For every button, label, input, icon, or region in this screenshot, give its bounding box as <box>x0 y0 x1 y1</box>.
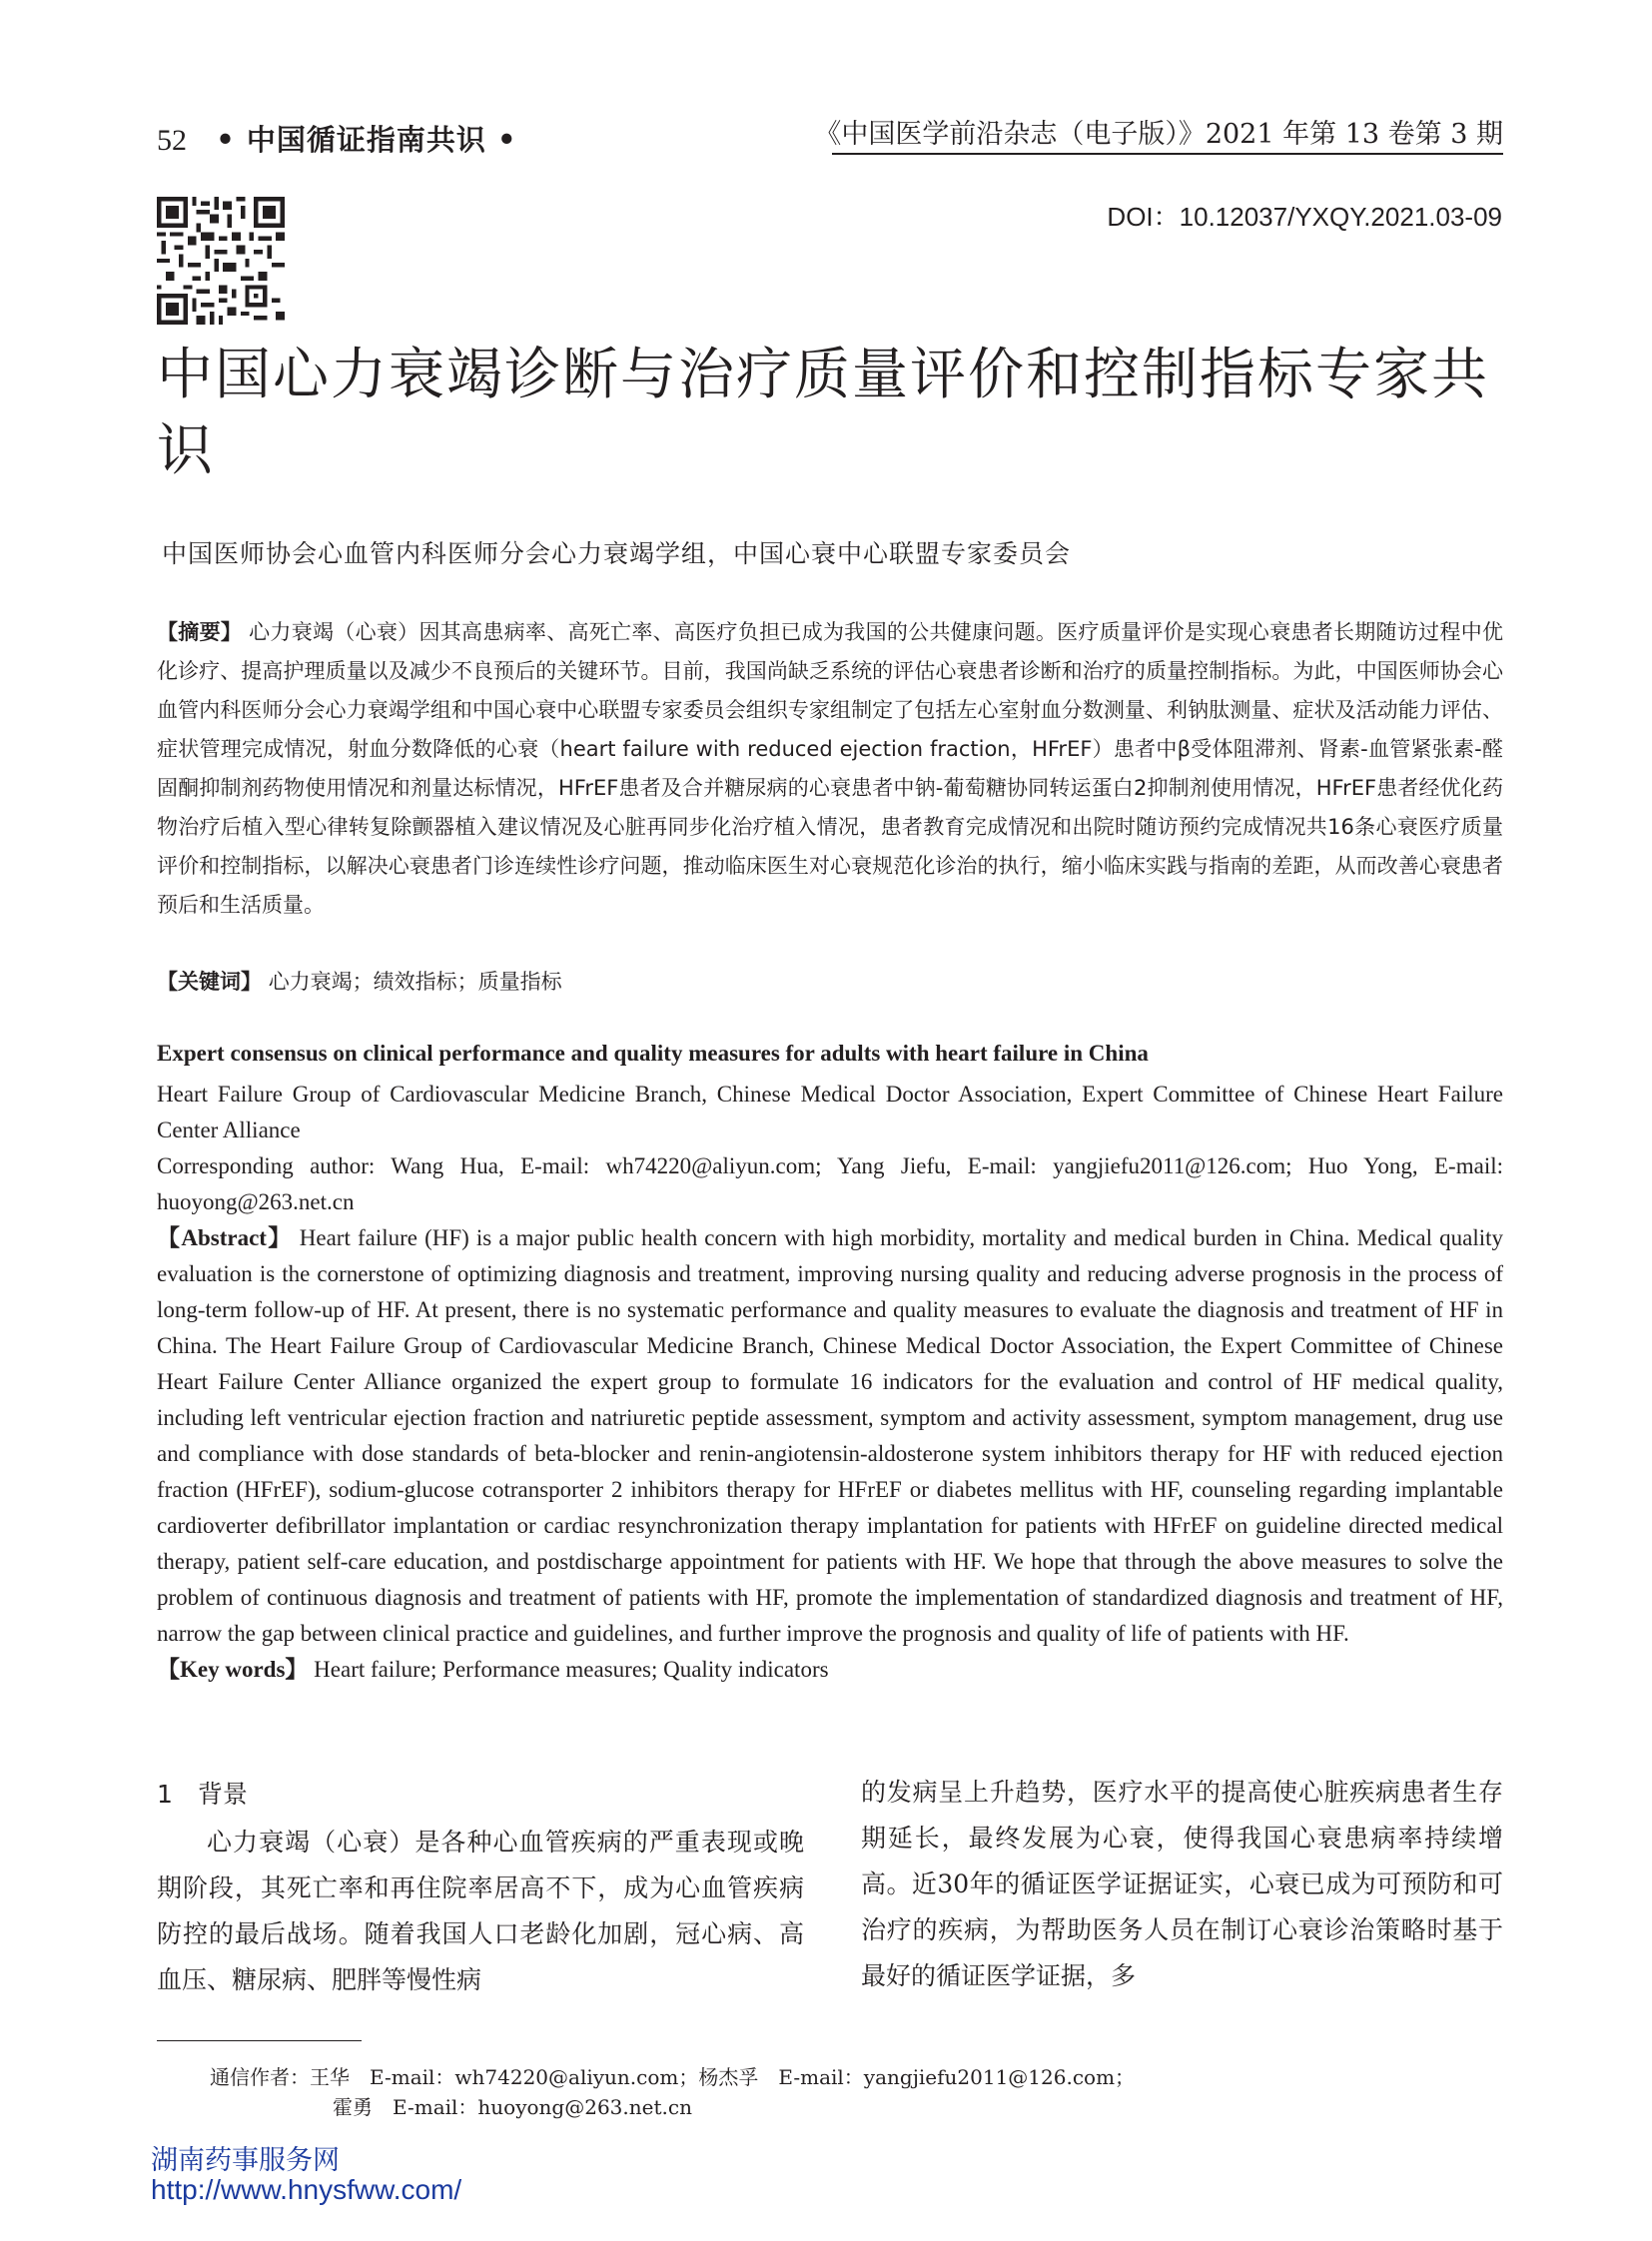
keywords-label: 【关键词】 <box>157 970 262 994</box>
english-title: Expert consensus on clinical performance and quality measures for adults with heart failure in China <box>157 1041 1149 1066</box>
qr-code-icon <box>157 197 285 325</box>
english-abstract <box>157 1220 1503 1652</box>
body-column-right <box>861 1770 1503 1999</box>
footnote-line: 霍勇 E-mail：huoyong@263.net.cn <box>333 2095 692 2119</box>
page-number: 52 <box>157 124 187 157</box>
journal-citation: 《中国医学前沿杂志（电子版）》2021 年第 13 卷第 3 期 <box>814 119 1503 150</box>
footnote-line: 通信作者：王华 E-mail：wh74220@aliyun.com；杨杰孚 E-mail：yangjiefu2011@126.com； <box>210 2065 1136 2089</box>
body-paragraph: 的发病呈上升趋势，医疗水平的提高使心脏疾病患者生存期延长，最终发展为心衰，使得我国心衰患病率持续增高。近30年的循证医学证据证实，心衰已成为可预防和可治疗的疾病，为帮助医务人员在制订心衰诊治策略时基于最好的循证医学证据，多 <box>861 1778 1503 1990</box>
chinese-abstract <box>157 613 1503 925</box>
section-heading: 1 背景 <box>157 1780 248 1809</box>
english-keywords-label: 【Key words】 <box>157 1657 309 1682</box>
body-paragraph: 心力衰竭（心衰）是各种心血管疾病的严重表现或晚期阶段，其死亡率和再住院率居高不下，成为心血管疾病防控的最后战场。随着我国人口老龄化加剧，冠心病、高血压、糖尿病、肥胖等慢性病 <box>157 1828 804 1994</box>
keywords-text: 心力衰竭；绩效指标；质量指标 <box>268 970 562 994</box>
chinese-keywords <box>157 963 1503 1002</box>
body-column-left <box>157 1820 804 2003</box>
header-rule <box>832 153 1503 155</box>
english-authors: Heart Failure Group of Cardiovascular Medicine Branch, Chinese Medical Doctor Association, Expert Committee of Chinese Heart Failure Center Alliance <box>157 1082 1503 1142</box>
watermark-url[interactable]: http://www.hnysfww.com/ <box>151 2174 462 2205</box>
doi: DOI：10.12037/YXQY.2021.03-09 <box>1107 202 1502 232</box>
authors: 中国医师协会心血管内科医师分会心力衰竭学组，中国心衰中心联盟专家委员会 <box>162 539 1072 568</box>
article-title: 中国心力衰竭诊断与治疗质量评价和控制指标专家共识 <box>157 343 1489 483</box>
english-abstract-label: 【Abstract】 <box>157 1225 293 1250</box>
english-abstract-block <box>157 1077 1503 1688</box>
footnote-rule <box>157 2040 362 2041</box>
running-header-left <box>157 118 516 159</box>
english-abstract-text: Heart failure (HF) is a major public health concern with high morbidity, mortality and medical burden in China. Medical quality evaluation is the cornerstone of optimizing diagnosis and treatment, improving nursing quality and reducing adverse prognosis in the process of long-term follow-up of HF. At present, there is no systematic performance and quality measures to evaluate the diagnosis and treatment of HF in China. The Heart Failure Group of Cardiovascular Medicine Branch, Chinese Medical Doctor Association, the Expert Committee of Chinese Heart Failure Center Alliance organized the expert group to formulate 16 indicators for the evaluation and control of HF medical quality, including left ventricular ejection fraction and natriuretic peptide assessment, symptom and activity assessment, symptom management, drug use and compliance with dose standards of beta-blocker and renin-angiotensin-aldosterone system inhibitors therapy for HF with reduced ejection fraction (HFrEF), sodium-glucose cotransporter 2 inhibitors therapy for HFrEF or diabetes mellitus with HF, counseling regarding implantable cardioverter defibrillator implantation or cardiac resynchronization therapy implantation for patients with HFrEF on guideline directed medical therapy, patient self-care education, and postdischarge appointment for patients with HF. We hope that through the above measures to solve the problem of continuous diagnosis and treatment of patients with HF, promote the implementation of standardized diagnosis and treatment of HF, narrow the gap between clinical practice and guidelines, and further improve the prognosis and quality of life of patients with HF. <box>157 1225 1503 1646</box>
abstract-label: 【摘要】 <box>157 620 243 644</box>
watermark-site-name: 湖南药事服务网 <box>151 2145 340 2176</box>
english-keywords-text: Heart failure; Performance measures; Quality indicators <box>314 1657 829 1682</box>
english-keywords <box>157 1652 1503 1688</box>
section-label: • 中国循证指南共识 • <box>216 123 517 157</box>
corresponding-author: Corresponding author: Wang Hua, E-mail: wh74220@aliyun.com; Yang Jiefu, E-mail: yangjiefu2011@126.com; Huo Yong, E-mail: huoyong@263.net.cn <box>157 1153 1503 1214</box>
abstract-text: 心力衰竭（心衰）因其高患病率、高死亡率、高医疗负担已成为我国的公共健康问题。医疗质量评价是实现心衰患者长期随访过程中优化诊疗、提高护理质量以及减少不良预后的关键环节。目前，我国尚缺乏系统的评估心衰患者诊断和治疗的质量控制指标。为此，中国医师协会心血管内科医师分会心力衰竭学组和中国心衰中心联盟专家委员会组织专家组制定了包括左心室射血分数测量、利钠肽测量、症状及活动能力评估、症状管理完成情况，射血分数降低的心衰（heart failure with reduced ejection fraction，HFrEF）患者中β受体阻滞剂、肾素-血管紧张素-醛固酮抑制剂药物使用情况和剂量达标情况，HFrEF患者及合并糖尿病的心衰患者中钠-葡萄糖协同转运蛋白2抑制剂使用情况，HFrEF患者经优化药物治疗后植入型心律转复除颤器植入建议情况及心脏再同步化治疗植入情况，患者教育完成情况和出院时随访预约完成情况共16条心衰医疗质量评价和控制指标，以解决心衰患者门诊连续性诊疗问题，推动临床医生对心衰规范化诊治的执行，缩小临床实践与指南的差距，从而改善心衰患者预后和生活质量。 <box>157 620 1503 917</box>
